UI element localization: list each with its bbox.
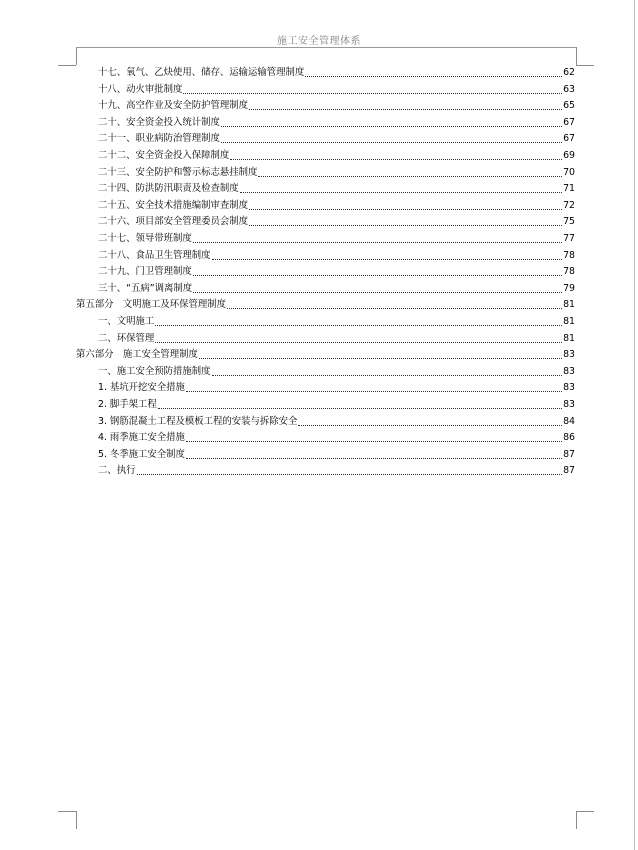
toc-page-number: 81 bbox=[563, 316, 575, 327]
toc-entry-title: 十九、高空作业及安全防护管理制度 bbox=[98, 100, 249, 112]
toc-dot-leader bbox=[249, 225, 562, 226]
toc-dot-leader bbox=[305, 76, 562, 77]
toc-entry-title: 1. 基坑开挖安全措施 bbox=[98, 382, 185, 394]
toc-dot-leader bbox=[137, 474, 563, 475]
toc-entry[interactable] bbox=[98, 265, 575, 279]
corner-mark-top-right-h bbox=[576, 65, 594, 66]
toc-entry[interactable] bbox=[98, 182, 575, 196]
toc-entry[interactable] bbox=[98, 464, 575, 478]
toc-dot-leader bbox=[155, 325, 562, 326]
toc-dot-leader bbox=[186, 391, 562, 392]
toc-page-number: 83 bbox=[563, 365, 575, 377]
corner-mark-top-left-h bbox=[58, 65, 76, 66]
toc-dot-leader bbox=[158, 408, 562, 409]
toc-entry-title: 4. 雨季施工安全措施 bbox=[98, 432, 185, 444]
toc-entry-title: 5. 冬季施工安全制度 bbox=[98, 448, 185, 460]
toc-dot-leader bbox=[186, 441, 562, 442]
toc-page-number: 78 bbox=[563, 266, 575, 278]
toc-page-number: 79 bbox=[563, 282, 575, 294]
toc-entry-title: 二、执行 bbox=[98, 465, 136, 477]
toc-page-number: 83 bbox=[563, 349, 575, 361]
toc-page-number: 84 bbox=[563, 415, 575, 427]
toc-page-number: 75 bbox=[563, 216, 575, 228]
toc-page-number: 72 bbox=[563, 199, 575, 211]
toc-dot-leader bbox=[193, 292, 562, 293]
toc-dot-leader bbox=[249, 109, 562, 110]
toc-entry[interactable] bbox=[98, 215, 575, 229]
corner-mark-top-right bbox=[576, 47, 577, 65]
toc-page-number: 78 bbox=[563, 249, 575, 261]
toc-entry[interactable] bbox=[98, 431, 575, 445]
toc-entry[interactable] bbox=[98, 415, 575, 429]
toc-entry-title: 一、文明施工 bbox=[98, 316, 155, 327]
page-edge-right bbox=[634, 0, 635, 850]
toc-entry-title: 二十八、食品卫生管理制度 bbox=[98, 249, 211, 261]
toc-page-number: 63 bbox=[563, 83, 575, 95]
toc-entry-title: 二、环保管理 bbox=[98, 332, 155, 344]
toc-entry-title: 十七、氧气、乙炔使用、储存、运输运输管理制度 bbox=[98, 67, 305, 78]
toc-entry-title: 二十、安全资金投入统计制度 bbox=[98, 116, 220, 128]
toc-entry[interactable] bbox=[98, 166, 575, 180]
toc-page-number: 65 bbox=[563, 100, 575, 112]
toc-entry[interactable] bbox=[98, 132, 575, 146]
toc-entry[interactable] bbox=[98, 365, 575, 379]
corner-mark-bottom-right bbox=[576, 811, 577, 829]
toc-entry[interactable] bbox=[98, 149, 575, 163]
toc-dot-leader bbox=[298, 425, 562, 426]
toc-entry[interactable] bbox=[98, 116, 575, 130]
toc-section-entry[interactable] bbox=[76, 298, 575, 312]
toc-page-number: 87 bbox=[563, 448, 575, 460]
header-title: 施工安全管理体系 bbox=[277, 36, 361, 47]
corner-mark-top-left bbox=[76, 47, 77, 65]
toc-entry-title: 第六部分 施工安全管理制度 bbox=[76, 349, 198, 361]
toc-page-number: 83 bbox=[563, 382, 575, 394]
toc-page-number: 67 bbox=[563, 116, 575, 128]
corner-mark-bottom-left-h bbox=[58, 811, 76, 812]
toc-page-number: 81 bbox=[563, 332, 575, 344]
toc-entry-title: 二十二、安全资金投入保障制度 bbox=[98, 150, 230, 161]
toc-dot-leader bbox=[183, 93, 562, 94]
toc-section-entry[interactable] bbox=[76, 348, 575, 362]
toc-entry[interactable] bbox=[98, 199, 575, 213]
corner-mark-bottom-left bbox=[76, 811, 77, 829]
toc-page-number: 81 bbox=[563, 299, 575, 311]
toc-entry-title: 第五部分 文明施工及环保管理制度 bbox=[76, 299, 227, 311]
toc-dot-leader bbox=[193, 275, 562, 276]
toc-dot-leader bbox=[227, 308, 562, 309]
toc-page-number: 86 bbox=[563, 432, 575, 444]
toc-entry[interactable] bbox=[98, 448, 575, 462]
toc-entry[interactable] bbox=[98, 315, 575, 329]
toc-entry-title: 三十、“五病”调离制度 bbox=[98, 282, 193, 294]
toc-page-number: 83 bbox=[563, 399, 575, 410]
toc-entry[interactable] bbox=[98, 381, 575, 395]
toc-entry-title: 二十九、门卫管理制度 bbox=[98, 266, 192, 278]
toc-entry-title: 二十四、防洪防汛职责及检查制度 bbox=[98, 183, 239, 195]
toc-entry[interactable] bbox=[98, 83, 575, 97]
toc-dot-leader bbox=[221, 142, 562, 143]
toc-entry-title: 二十一、职业病防治管理制度 bbox=[98, 133, 220, 145]
toc-entry[interactable] bbox=[98, 249, 575, 263]
toc-entry[interactable] bbox=[98, 66, 575, 80]
toc-page-number: 62 bbox=[563, 67, 575, 78]
toc-page-number: 87 bbox=[563, 465, 575, 477]
header-rule bbox=[76, 47, 576, 48]
toc-dot-leader bbox=[193, 242, 562, 243]
toc-dot-leader bbox=[258, 176, 562, 177]
toc-dot-leader bbox=[249, 209, 562, 210]
toc-page-number: 70 bbox=[563, 166, 575, 178]
toc-entry[interactable] bbox=[98, 99, 575, 113]
toc-entry-title: 二十五、安全技术措施编制审查制度 bbox=[98, 199, 249, 211]
toc-page-number: 71 bbox=[563, 183, 575, 195]
corner-mark-bottom-right-h bbox=[576, 811, 594, 812]
toc-dot-leader bbox=[155, 342, 562, 343]
toc-dot-leader bbox=[230, 159, 562, 160]
toc-entry-title: 二十七、领导带班制度 bbox=[98, 233, 192, 244]
toc-page-number: 67 bbox=[563, 133, 575, 145]
toc-entry-title: 二十六、项目部安全管理委员会制度 bbox=[98, 216, 249, 228]
toc-dot-leader bbox=[212, 259, 563, 260]
toc-entry-title: 一、施工安全预防措施制度 bbox=[98, 365, 211, 377]
toc-dot-leader bbox=[199, 358, 562, 359]
toc-entry[interactable] bbox=[98, 398, 575, 412]
toc-dot-leader bbox=[186, 458, 562, 459]
toc-dot-leader bbox=[240, 192, 562, 193]
toc-dot-leader bbox=[221, 126, 562, 127]
toc-dot-leader bbox=[212, 375, 563, 376]
toc-entry-title: 2. 脚手架工程 bbox=[98, 399, 157, 410]
toc-entry-title: 十八、动火审批制度 bbox=[98, 83, 183, 95]
toc-entry-title: 二十三、安全防护和警示标志悬挂制度 bbox=[98, 166, 258, 178]
toc-page-number: 77 bbox=[563, 233, 575, 244]
toc-entry[interactable] bbox=[98, 282, 575, 296]
toc-page-number: 69 bbox=[563, 150, 575, 161]
toc-entry[interactable] bbox=[98, 332, 575, 346]
toc-entry[interactable] bbox=[98, 232, 575, 246]
toc-entry-title: 3. 钢筋混凝土工程及模板工程的安装与拆除安全 bbox=[98, 415, 298, 427]
